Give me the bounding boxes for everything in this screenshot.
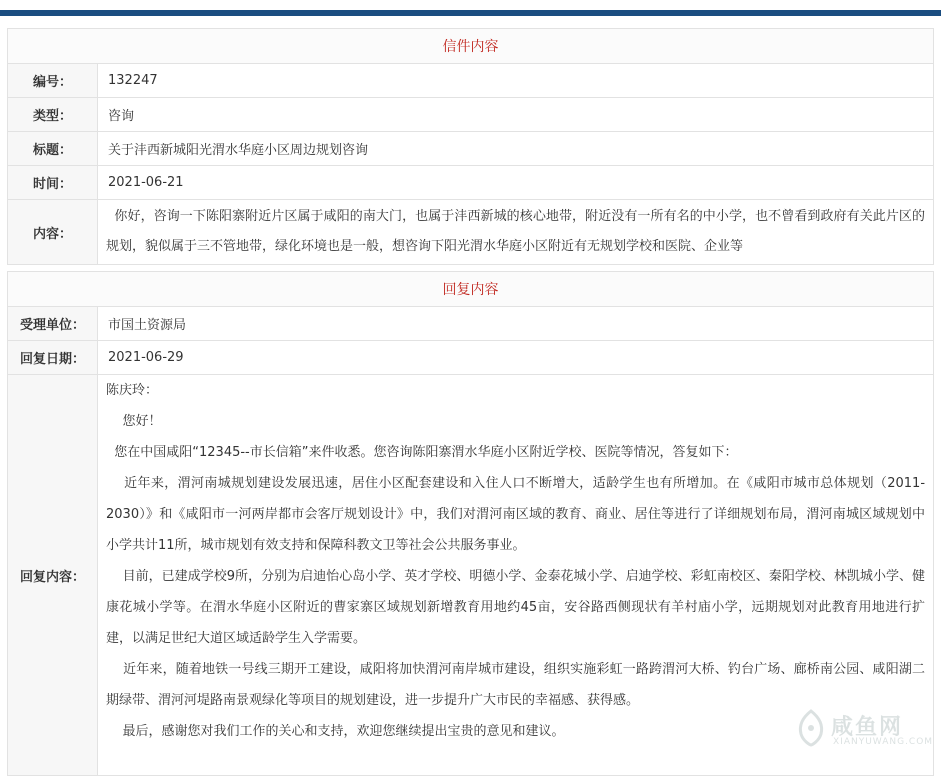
reply-table — [7, 271, 934, 776]
reply-content-label: 回复内容： — [8, 375, 98, 776]
time-label: 时间： — [8, 166, 98, 200]
reply-paragraph: 您在中国咸阳“12345--市长信箱”来件收悉。您咨询陈阳寨渭水华庭小区附近学校、医院等情况，答复如下： — [106, 445, 738, 460]
letter-table — [7, 28, 934, 265]
reply-date-label: 回复日期： — [8, 341, 98, 375]
unit-label: 受理单位： — [8, 307, 98, 341]
unit-value: 市国土资源局 — [98, 307, 934, 341]
title-value: 关于沣西新城阳光渭水华庭小区周边规划咨询 — [98, 132, 934, 166]
watermark-cn: 咸鱼网 — [831, 715, 904, 740]
content-cell — [98, 200, 934, 265]
reply-paragraph: 近年来，渭河南城规划建设发展迅速，居住小区配套建设和入住人口不断增大，适龄学生也有所增加。在《咸阳市城市总体规划（2011-2030）》和《咸阳市一河两岸都市会客厅规划设计》中，我们对渭河南区域的教育、商业、居住等进行了详细规划布局，渭河南城区域规划中小学共计11所，城市规划有效支持和保障科教文卫等社会公共服务事业。 — [106, 476, 926, 553]
id-value: 132247 — [98, 64, 934, 98]
reply-paragraph: 目前，已建成学校9所，分别为启迪怡心岛小学、英才学校、明德小学、金泰花城小学、启迪学校、彩虹南校区、秦阳学校、林凯城小学、健康花城小学等。在渭水华庭小区附近的曹家寨区域规划新增教育用地约45亩，安谷路西侧现状有羊村庙小学，远期规划对此教育用地进行扩建，以满足世纪大道区域适龄学生入学需要。 — [106, 569, 925, 646]
watermark-logo — [793, 708, 938, 754]
time-value: 2021-06-21 — [98, 166, 934, 200]
reply-date-value: 2021-06-29 — [98, 341, 934, 375]
title-label: 标题： — [8, 132, 98, 166]
content-text: 你好，咨询一下陈阳寨附近片区属于咸阳的南大门，也属于沣西新城的核心地带，附近没有一所有名的中小学，也不曾看到政府有关此片区的规划，貌似属于三不管地带，绿化环境也是一般，想咨询下阳光渭水华庭小区附近有无规划学校和医院、企业等 — [106, 209, 925, 254]
letter-header: 信件内容 — [8, 29, 934, 64]
content-label: 内容： — [8, 200, 98, 265]
reply-paragraph: 您好！ — [106, 414, 162, 429]
watermark-en: XIANYUWANG.COM — [833, 737, 934, 747]
type-label: 类型： — [8, 98, 98, 132]
fish-icon — [793, 708, 829, 748]
reply-paragraph: 陈庆玲： — [106, 383, 159, 398]
type-value: 咨询 — [98, 98, 934, 132]
top-bar — [0, 10, 941, 16]
reply-paragraph: 最后，感谢您对我们工作的关心和支持，欢迎您继续提出宝贵的意见和建议。 — [106, 724, 565, 739]
id-label: 编号： — [8, 64, 98, 98]
reply-paragraph: 近年来，随着地铁一号线三期开工建设，咸阳将加快渭河南岸城市建设，组织实施彩虹一路跨渭河大桥、钓台广场、廊桥南公园、咸阳湖二期绿带、渭河河堤路南景观绿化等项目的规划建设，进一步提升广大市民的幸福感、获得感。 — [106, 662, 925, 708]
reply-header: 回复内容 — [8, 272, 934, 307]
